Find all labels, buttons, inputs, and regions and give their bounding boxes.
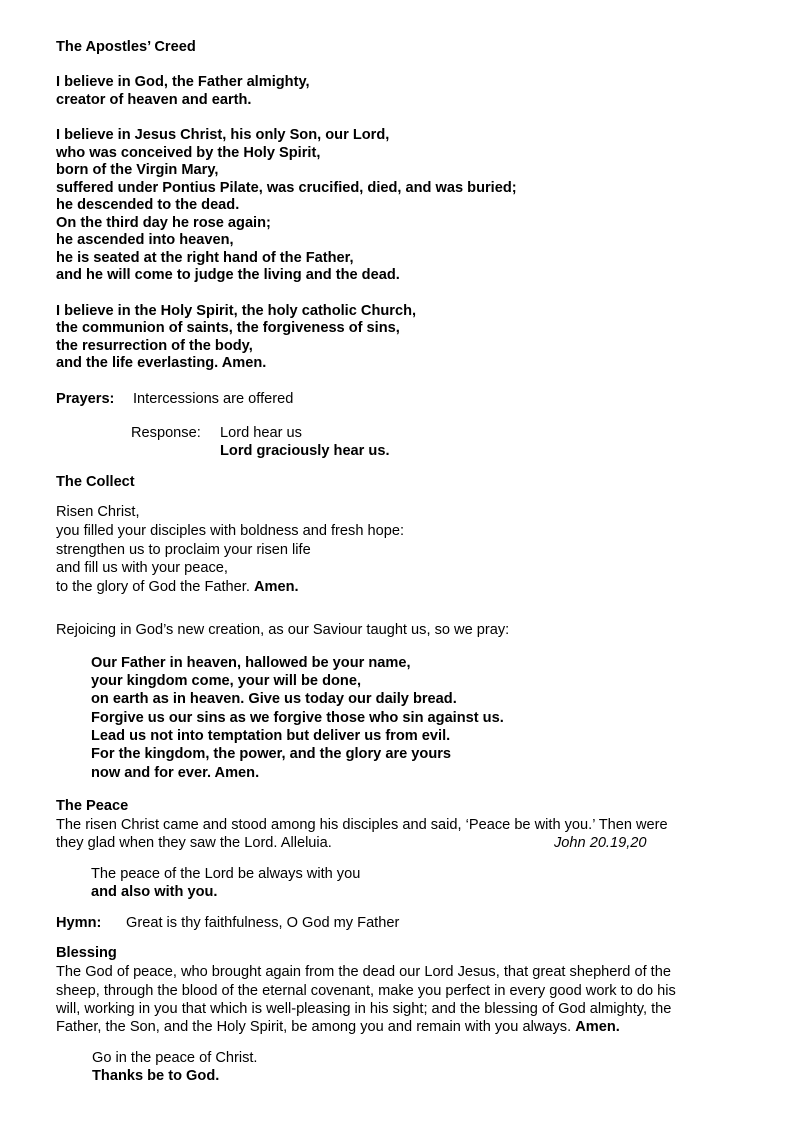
lords-prayer-line: Forgive us our sins as we forgive those who sin against us. <box>91 710 504 726</box>
peace-response: and also with you. <box>91 884 218 900</box>
peace-response: The peace of the Lord be always with you <box>91 866 361 882</box>
creed-line: the communion of saints, the forgiveness of sins, <box>56 320 400 336</box>
peace-text: they glad when they saw the Lord. Alleluia. <box>56 835 332 851</box>
creed-line: I believe in Jesus Christ, his only Son, our Lord, <box>56 127 390 143</box>
lords-prayer-line: For the kingdom, the power, and the glory are yours <box>91 746 452 762</box>
dismissal-response: Thanks be to God. <box>92 1068 220 1084</box>
collect-line: strengthen us to proclaim your risen life <box>56 542 311 558</box>
collect-line: you filled your disciples with boldness and fresh hope: <box>56 523 405 539</box>
blessing-line: sheep, through the blood of the eternal covenant, make you perfect in every good work to do his <box>56 983 676 999</box>
collect-line <box>56 578 299 596</box>
creed-line: who was conceived by the Holy Spirit, <box>56 145 321 161</box>
dismissal-line: Go in the peace of Christ. <box>92 1050 258 1066</box>
creed-line: I believe in God, the Father almighty, <box>56 74 310 90</box>
creed-line: the resurrection of the body, <box>56 338 253 354</box>
creed-line: born of the Virgin Mary, <box>56 162 219 178</box>
creed-line: and the life everlasting. Amen. <box>56 355 267 371</box>
creed-line: he ascended into heaven, <box>56 232 234 248</box>
blessing-amen: Amen. <box>575 1019 620 1035</box>
collect-heading: The Collect <box>56 474 135 490</box>
lords-prayer-line: on earth as in heaven. Give us today our daily bread. <box>91 691 457 707</box>
response-label: Response: <box>131 425 201 441</box>
blessing-line: will, working in you that which is well-pleasing in his sight; and the blessing of God almighty, the <box>56 1001 672 1017</box>
lords-prayer-line: Our Father in heaven, hallowed be your name, <box>91 655 411 671</box>
lords-prayer-line: now and for ever. Amen. <box>91 765 260 781</box>
lords-prayer-intro: Rejoicing in God’s new creation, as our Saviour taught us, so we pray: <box>56 622 510 638</box>
creed-line: he is seated at the right hand of the Father, <box>56 250 354 266</box>
hymn-title: Great is thy faithfulness, O God my Father <box>126 915 400 931</box>
creed-line: On the third day he rose again; <box>56 215 271 231</box>
peace-text: The risen Christ came and stood among his disciples and said, ‘Peace be with you.’ Then were <box>56 817 668 833</box>
collect-line: Risen Christ, <box>56 504 140 520</box>
lords-prayer-line: your kingdom come, your will be done, <box>91 673 362 689</box>
response-line: Lord graciously hear us. <box>220 443 390 459</box>
prayers-label: Prayers: <box>56 391 115 407</box>
blessing-line: The God of peace, who brought again from the dead our Lord Jesus, that great shepherd of the <box>56 964 671 980</box>
hymn-label: Hymn: <box>56 915 102 931</box>
prayers-text: Intercessions are offered <box>133 391 294 407</box>
scripture-reference: John 20.19,20 <box>554 835 647 851</box>
creed-line: he descended to the dead. <box>56 197 240 213</box>
creed-line: suffered under Pontius Pilate, was crucified, died, and was buried; <box>56 180 517 196</box>
creed-line: creator of heaven and earth. <box>56 92 252 108</box>
peace-heading: The Peace <box>56 798 129 814</box>
collect-line: and fill us with your peace, <box>56 560 228 576</box>
blessing-heading: Blessing <box>56 945 117 961</box>
creed-heading: The Apostles’ Creed <box>56 39 196 55</box>
collect-amen: Amen. <box>253 579 299 595</box>
response-line: Lord hear us <box>220 425 302 441</box>
lords-prayer-line: Lead us not into temptation but deliver us from evil. <box>91 728 451 744</box>
blessing-line-text: Father, the Son, and the Holy Spirit, be among you and remain with you always. <box>56 1019 572 1035</box>
collect-line-text: to the glory of God the Father. <box>56 579 250 595</box>
creed-line: I believe in the Holy Spirit, the holy catholic Church, <box>56 303 417 319</box>
blessing-line <box>56 1018 620 1036</box>
creed-line: and he will come to judge the living and the dead. <box>56 267 400 283</box>
